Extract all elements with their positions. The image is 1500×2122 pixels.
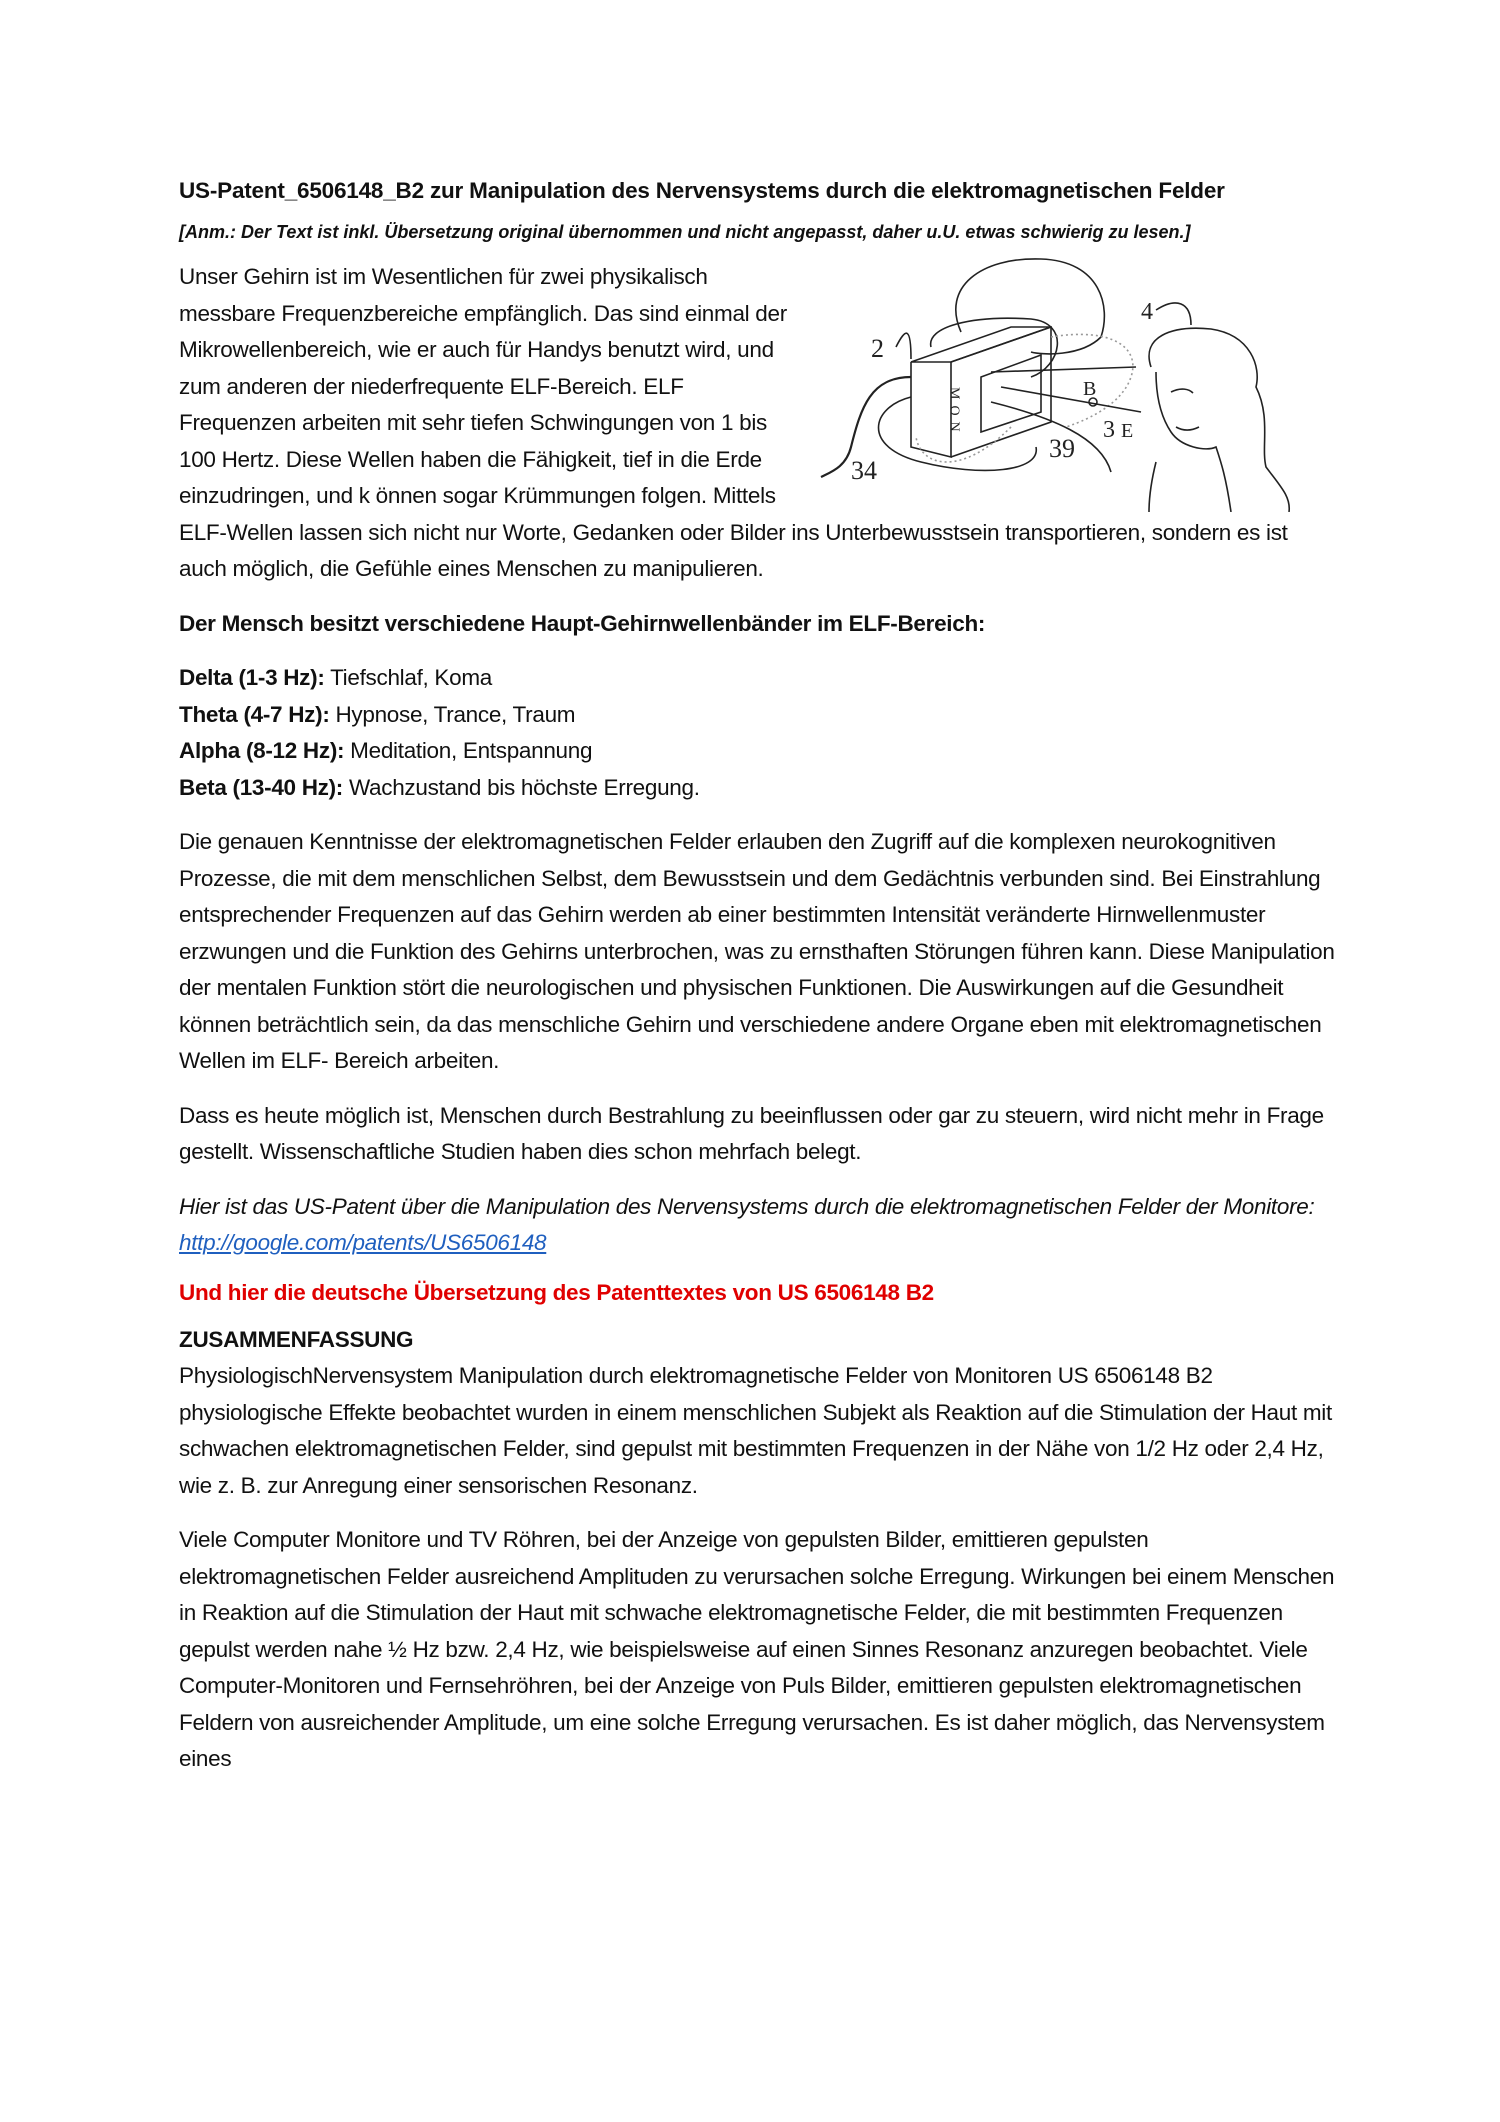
band-desc: Hypnose, Trance, Traum bbox=[329, 701, 576, 727]
translation-heading: Und hier die deutsche Übersetzung des Patenttextes von US 6506148 B2 bbox=[179, 1279, 934, 1305]
band-theta bbox=[179, 697, 1339, 734]
svg-text:3: 3 bbox=[1103, 417, 1115, 443]
document-title: US-Patent_6506148_B2 zur Manipulation des Nervensystems durch die elektromagnetischen Felder bbox=[179, 178, 1225, 203]
influence-paragraph: Dass es heute möglich ist, Menschen durch Bestrahlung zu beeinflussen oder gar zu steuern, wird nicht mehr in Frage gestellt. Wissenschaftliche Studien haben dies schon mehrfach belegt. bbox=[179, 1102, 1324, 1164]
svg-text:2: 2 bbox=[871, 334, 884, 363]
svg-text:4: 4 bbox=[1141, 299, 1153, 325]
band-delta bbox=[179, 660, 1339, 697]
band-desc: Tiefschlaf, Koma bbox=[324, 665, 493, 690]
band-desc: Meditation, Entspannung bbox=[344, 738, 593, 763]
knowledge-paragraph: Die genauen Kenntnisse der elektromagnetischen Felder erlauben den Zugriff auf die komplexen neurokognitiven Prozesse, die mit dem menschlichen Selbst, dem Bewusstsein und dem Gedächtnis verbunden sind. Bei Einstrahlung entsprechender Frequenzen auf das Gehirn werden ab einer bestimmten Intensität veränderte Hirnwellenmuster erzwungen und die Funktion des Gehirns unterbrochen, was zu ernsthaften Störungen führen kann. Diese Manipulation der mentalen Funktion stört die neurologischen und physischen Funktionen. Die Auswirkungen auf die Gesundheit können beträchtlich sein, da das menschliche Gehirn und verschiedene andere Organe eben mit elektromagnetischen Wellen im ELF- Bereich arbeiten. bbox=[179, 829, 1335, 1073]
patent-reference-text: Hier ist das US-Patent über die Manipulation des Nervensystems durch die elektromagnetischen Felder der Monitore: bbox=[179, 1193, 1315, 1219]
band-alpha bbox=[179, 733, 1339, 770]
band-name: Theta (4-7 Hz): bbox=[179, 701, 330, 727]
intro-section bbox=[179, 259, 1339, 588]
intro-paragraph: Unser Gehirn ist im Wesentlichen für zwei physikalisch messbare Frequenzbereiche empfänglich. Das sind einmal der Mikrowellenbereich, wie er auch für Handys benutzt wird, und zum anderen der niederfrequente ELF-Bereich. ELF Frequenzen arbeiten mit sehr tiefen Schwingungen von 1 bis 100 Hertz. Diese Wellen haben die Fähigkeit, tief in die Erde einzudringen, und k önnen sogar Krümmungen folgen. Mittels ELF-Wellen lassen sich nicht nur Worte, Gedanken oder Bilder ins Unterbewusstsein transportieren, sondern es ist auch möglich, die Gefühle eines Menschen zu manipulieren. bbox=[179, 264, 1288, 581]
svg-text:34: 34 bbox=[851, 456, 877, 485]
brainwave-bands-list bbox=[179, 660, 1339, 806]
patent-link[interactable]: http://google.com/patents/US6506148 bbox=[179, 1230, 547, 1255]
document-page bbox=[179, 178, 1339, 1796]
svg-text:B: B bbox=[1083, 378, 1097, 400]
bands-heading: Der Mensch besitzt verschiedene Haupt-Gehirnwellenbänder im ELF-Bereich: bbox=[179, 610, 986, 636]
svg-text:E: E bbox=[1121, 420, 1134, 442]
band-name: Alpha (8-12 Hz): bbox=[179, 738, 345, 763]
translation-note: [Anm.: Der Text ist inkl. Übersetzung original übernommen und nicht angepasst, daher u.U. etwas schwierig zu lesen.] bbox=[179, 222, 1191, 242]
svg-text:MON: MON bbox=[946, 387, 962, 438]
band-beta bbox=[179, 770, 1339, 807]
summary-paragraph-1: PhysiologischNervensystem Manipulation durch elektromagnetische Felder von Monitoren US 6506148 B2 physiologische Effekte beobachtet wurden in einem menschlichen Subjekt als Reaktion auf die Stimulation der Haut mit schwachen elektromagnetischen Felder, sind gepulst mit bestimmten Frequenzen in der Nähe von 1/2 Hz oder 2,4 Hz, wie z. B. zur Anregung einer sensorischen Resonanz. bbox=[179, 1363, 1332, 1498]
patent-reference bbox=[179, 1189, 1339, 1262]
patent-figure bbox=[811, 247, 1331, 512]
band-desc: Wachzustand bis höchste Erregung. bbox=[343, 774, 700, 800]
summary-heading: ZUSAMMENFASSUNG bbox=[179, 1326, 414, 1352]
svg-text:39: 39 bbox=[1049, 434, 1075, 463]
monitor-emission-diagram-icon bbox=[811, 247, 1331, 512]
band-name: Delta (1-3 Hz): bbox=[179, 665, 325, 690]
summary-paragraph-2: Viele Computer Monitore und TV Röhren, bei der Anzeige von gepulsten Bilder, emittieren gepulsten elektromagnetischen Felder ausreichend Amplituden zu verursachen solche Erregung. Wirkungen bei einem Menschen in Reaktion auf die Stimulation der Haut mit schwache elektromagnetische Felder, die mit bestimmten Frequenzen gepulst werden nahe ½ Hz bzw. 2,4 Hz, wie beispielsweise auf einen Sinnes Resonanz anzuregen beobachtet. Viele Computer-Monitoren und Fernsehröhren, bei der Anzeige von Puls Bilder, emittieren gepulsten elektromagnetischen Feldern von ausreichender Amplitude, um eine solche Erregung verursachen. Es ist daher möglich, das Nervensystem eines bbox=[179, 1527, 1335, 1771]
band-name: Beta (13-40 Hz): bbox=[179, 774, 343, 800]
